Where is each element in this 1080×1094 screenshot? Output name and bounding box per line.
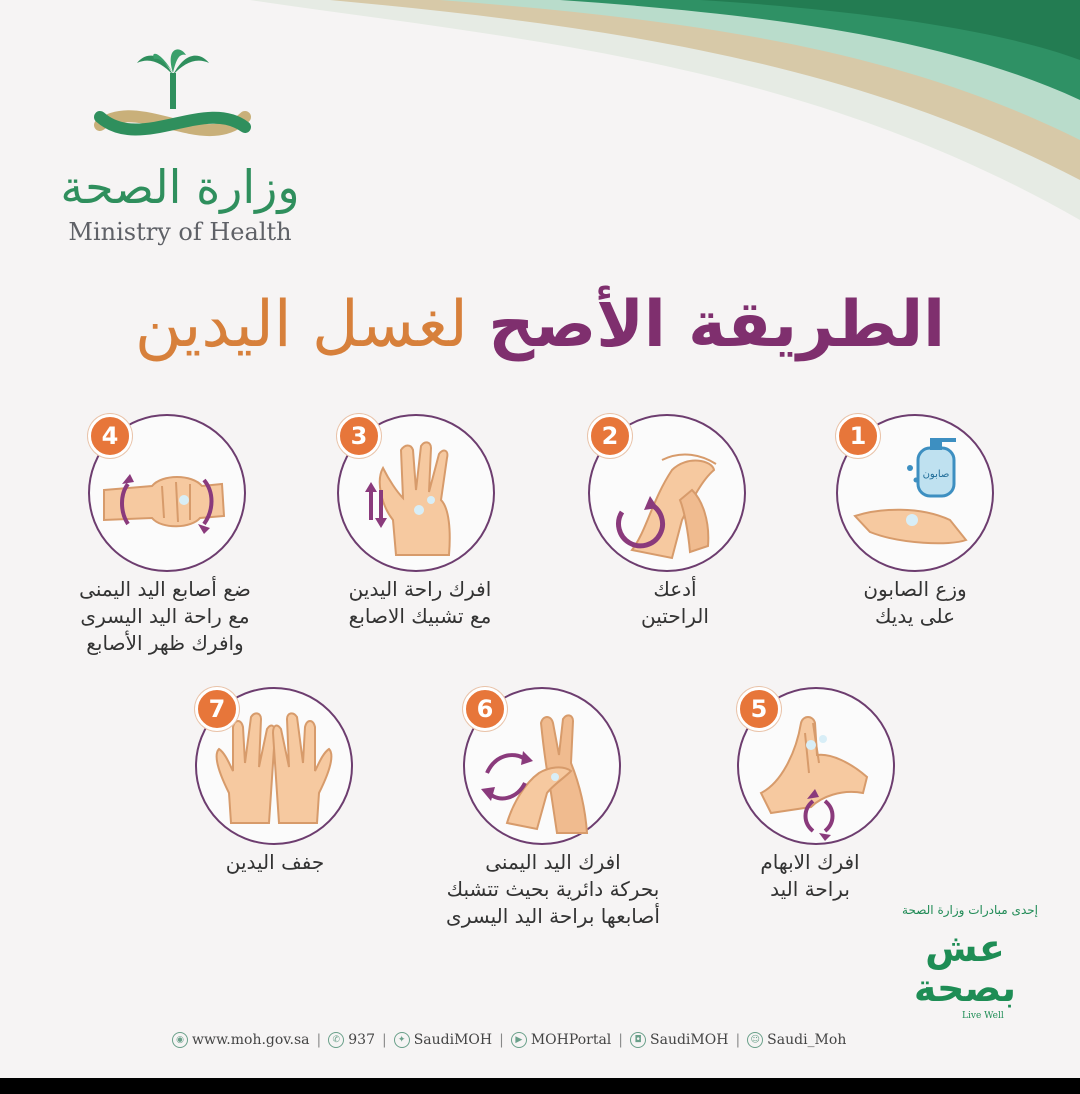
footer-twitter[interactable]: ✦ SaudiMOH — [394, 1032, 492, 1048]
footer-separator: | — [618, 1032, 624, 1048]
step-number-badge: 4 — [88, 414, 132, 458]
globe-icon: ◉ — [172, 1032, 188, 1048]
live-well-line-2: بصحة — [913, 966, 1017, 1010]
step-number-badge: 3 — [337, 414, 381, 458]
footer-instagram[interactable]: ◘ SaudiMOH — [630, 1032, 728, 1048]
step-caption: افرك الابهام براحة اليد — [760, 850, 860, 901]
moh-logo — [55, 45, 305, 255]
logo-english-name: Ministry of Health — [68, 218, 292, 246]
step-caption: وزع الصابون على يديك — [863, 577, 967, 628]
footer-separator: | — [316, 1032, 322, 1048]
live-well-logo — [900, 925, 1030, 1025]
step-3 — [305, 410, 535, 650]
title-part-2: لغسل اليدين — [134, 288, 468, 362]
step-1 — [800, 410, 1030, 650]
bottom-black-bar — [0, 1078, 1080, 1094]
step-2 — [560, 410, 790, 650]
snapchat-icon: ☺ — [747, 1032, 763, 1048]
logo-arabic-name: وزارة الصحة — [60, 160, 300, 214]
step-caption: أدعك الراحتين — [641, 577, 709, 628]
step-7 — [180, 683, 370, 903]
step-caption: افرك راحة اليدين مع تشبيك الاصابع — [348, 577, 492, 628]
live-well-line-1: عش — [925, 926, 1005, 970]
twitter-icon: ✦ — [394, 1032, 410, 1048]
step-caption: جفف اليدين — [225, 850, 325, 874]
footer-separator: | — [735, 1032, 741, 1048]
footer-separator: | — [381, 1032, 387, 1048]
step-5 — [715, 683, 905, 913]
youtube-icon: ▶ — [511, 1032, 527, 1048]
step-4 — [40, 410, 290, 660]
phone-icon: ✆ — [328, 1032, 344, 1048]
footer-youtube[interactable]: ▶ MOHPortal — [511, 1032, 611, 1048]
palm-swords-emblem-icon — [90, 45, 255, 160]
step-number-badge: 7 — [195, 687, 239, 731]
title-part-1: الطريقة الأصح — [488, 288, 946, 362]
page-title — [60, 270, 1020, 380]
step-number-badge: 1 — [836, 414, 880, 458]
footer-snapchat[interactable]: ☺ Saudi_Moh — [747, 1032, 846, 1048]
step-6 — [418, 683, 688, 933]
step-number-badge: 2 — [588, 414, 632, 458]
contact-footer — [172, 1026, 932, 1054]
instagram-icon: ◘ — [630, 1032, 646, 1048]
svg-text:صابون: صابون — [922, 469, 950, 480]
footer-phone[interactable]: ✆ 937 — [328, 1032, 375, 1048]
step-number-badge: 5 — [737, 687, 781, 731]
footer-website[interactable]: ◉ www.moh.gov.sa — [172, 1032, 310, 1048]
footer-separator: | — [499, 1032, 504, 1048]
step-caption: افرك اليد اليمنى بحركة دائرية بحيث تتشبك أصابعها براحة اليد اليسرى — [446, 850, 660, 928]
step-number-badge: 6 — [463, 687, 507, 731]
initiative-note: إحدى مبادرات وزارة الصحة — [902, 903, 1038, 917]
step-caption: ضع أصابع اليد اليمنى مع راحة اليد اليسرى وافرك ظهر الأصابع — [79, 577, 251, 655]
live-well-english: Live Well — [962, 1011, 1004, 1021]
